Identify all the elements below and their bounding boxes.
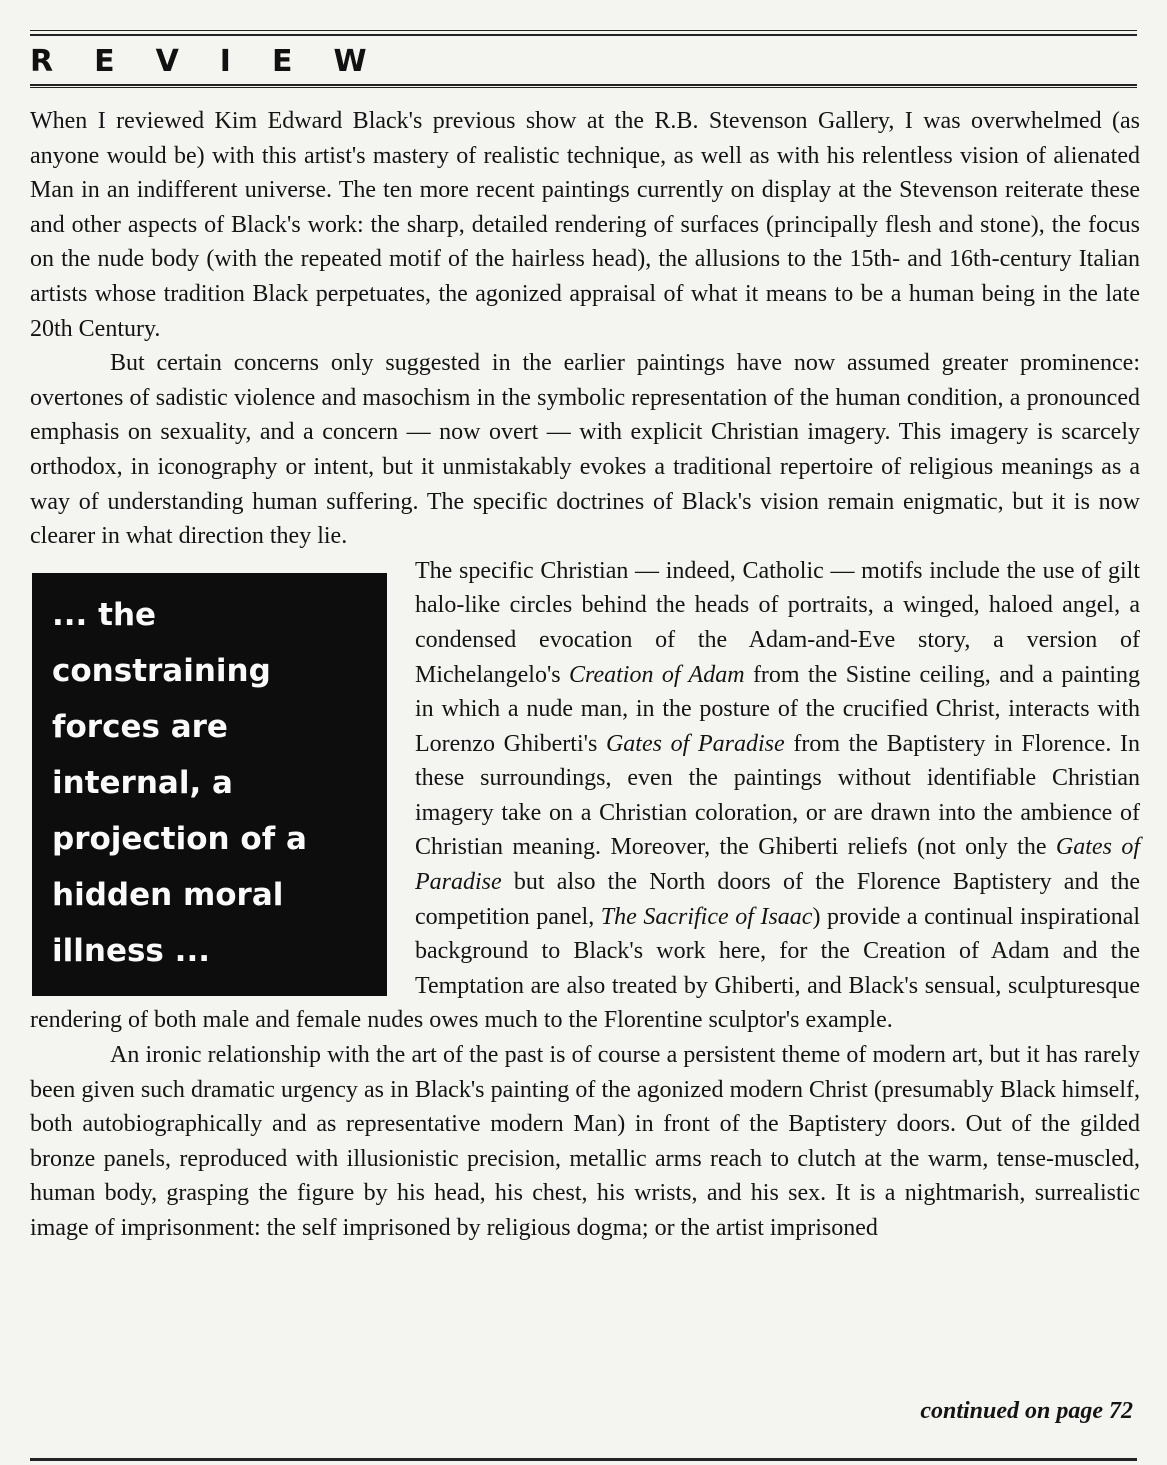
italic-title: Gates of Paradise <box>605 730 785 757</box>
italic-title: Creation of Adam <box>569 661 745 688</box>
bottom-rule <box>30 1458 1137 1461</box>
paragraph-1 <box>30 104 1140 346</box>
top-rule <box>30 34 1137 36</box>
text-run: But certain concerns only suggested in the earlier paintings have now assumed greater prominence: overtones of sadistic violence and masochism in the symbolic representation of the human condition, a pronounced emphasis on sexuality, and a concern — now overt — with explicit Christian imagery. This imagery is scarcely orthodox, in iconography or intent, but it unmistakably evokes a traditional repertoire of religious meanings as a way of understanding human suffering. The specific doctrines of Black's vision remain enigmatic, but it is now clearer in what direction they lie. <box>30 350 1140 550</box>
pull-quote: ... the constraining forces are internal, a projection of a hidden moral illness ... <box>32 573 387 996</box>
article-body <box>30 104 1140 1246</box>
text-run: ) provide a continual inspirational background to Black's work here, for the Creation of Adam and the Temptation are also treated by Ghiberti, and Black's sensual, sculpturesque rendering of both male and female nudes owes much to the Florentine sculptor's example. <box>30 903 1141 1034</box>
text-run: but also the North doors of the Florence Baptistery and the competition panel, <box>415 869 1140 930</box>
paragraph-2 <box>30 346 1140 554</box>
paragraph-4 <box>30 1038 1140 1246</box>
italic-title: The Sacrifice of Isaac <box>600 903 813 930</box>
text-run: When I reviewed Kim Edward Black's previous show at the R.B. Stevenson Gallery, I was overwhelmed (as anyone would be) with this artist's mastery of realistic technique, as well as with his relentless vision of alienated Man in an indifferent universe. The ten more recent paintings currently on display at the Stevenson reiterate these and other aspects of Black's work: the sharp, detailed rendering of surfaces (principally flesh and stone), the focus on the nude body (with the repeated motif of the hairless head), the allusions to the 15th- and 16th-century Italian artists whose tradition Black perpetuates, the agonized appraisal of what it means to be a human being in the late 20th Century. <box>30 108 1140 342</box>
section-heading: REVIEW <box>30 44 408 79</box>
heading-rule <box>30 84 1137 86</box>
text-run: An ironic relationship with the art of the past is of course a persistent theme of modern art, but it has rarely been given such dramatic urgency as in Black's painting of the agonized modern Christ (presumably Black himself, both autobiographically and as representative modern Man) in front of the Baptistery doors. Out of the gilded bronze panels, reproduced with illusionistic precision, metallic arms reach to clutch at the warm, tense-muscled, human body, grasping the figure by his head, his chest, his wrists, and his sex. It is a nightmarish, surrealistic image of imprisonment: the self imprisoned by religious dogma; or the artist imprisoned <box>30 1042 1140 1241</box>
text-run: from the Baptistery in Florence. In these surroundings, even the paintings without identifiable Christian imagery take on a Christian coloration, or are drawn into the ambience of Christian meaning. Moreover, the Ghiberti reliefs (not only the <box>415 730 1140 861</box>
continued-note: continued on page 72 <box>920 1398 1133 1424</box>
italic-title: Gates of Paradise <box>415 834 1140 896</box>
text-run: The specific Christian — indeed, Catholic — motifs include the use of gilt halo-like circles behind the heads of portraits, a winged, haloed angel, a condensed evocation of the Adam-and-Eve story, a version of Michelangelo's <box>415 557 1140 688</box>
top-rule-thin <box>30 30 1137 31</box>
text-run: from the Sistine ceiling, and a painting in which a nude man, in the posture of the crucified Christ, interacts with Lorenzo Ghiberti's <box>415 661 1140 757</box>
heading-rule-thin <box>30 87 1137 88</box>
